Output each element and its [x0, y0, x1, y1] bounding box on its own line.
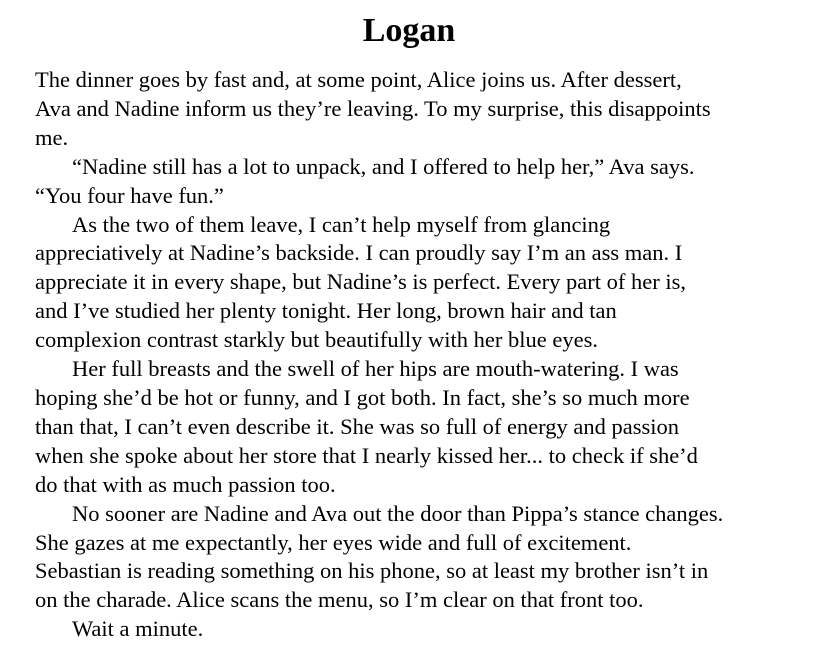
text-line: Her full breasts and the swell of her hips are mouth-watering. I was — [72, 356, 679, 382]
text-line: Ava and Nadine inform us they’re leaving. To my surprise, this disappoints — [35, 95, 711, 121]
text-line: appreciate it in every shape, but Nadine’s is perfect. Every part of her is, — [35, 269, 686, 295]
text-line: The dinner goes by fast and, at some point, Alice joins us. After dessert, — [35, 67, 682, 92]
text-line: “You four have fun.” — [35, 182, 224, 208]
text-line: Sebastian is reading something on his phone, so at least my brother isn’t in — [35, 558, 709, 584]
text-line: me. — [35, 124, 69, 150]
text-line: appreciatively at Nadine’s backside. I can proudly say I’m an ass man. I — [35, 240, 683, 266]
text-line: do that with as much passion too. — [35, 471, 336, 497]
text-line: Wait a minute. — [72, 616, 204, 642]
text-line: and I’ve studied her plenty tonight. Her long, brown hair and tan — [35, 298, 617, 324]
text-line: hoping she’d be hot or funny, and I got both. In fact, she’s so much more — [35, 384, 690, 410]
text-line: As the two of them leave, I can’t help myself from glancing — [72, 211, 611, 237]
text-line: “Nadine still has a lot to unpack, and I offered to help her,” Ava says. — [72, 153, 695, 179]
text-line: on the charade. Alice scans the menu, so I’m clear on that front too. — [35, 587, 644, 613]
text-line: No sooner are Nadine and Ava out the door than Pippa’s stance changes. — [72, 500, 724, 526]
text-line: than that, I can’t even describe it. She was so full of energy and passion — [35, 413, 679, 439]
text-line: when she spoke about her store that I nearly kissed her... to check if she’d — [35, 442, 698, 468]
body-text — [35, 66, 818, 644]
text-line: complexion contrast starkly but beautifully with her blue eyes. — [35, 327, 598, 353]
text-line: She gazes at me expectantly, her eyes wide and full of excitement. — [35, 529, 632, 555]
chapter-title: Logan — [362, 12, 456, 49]
